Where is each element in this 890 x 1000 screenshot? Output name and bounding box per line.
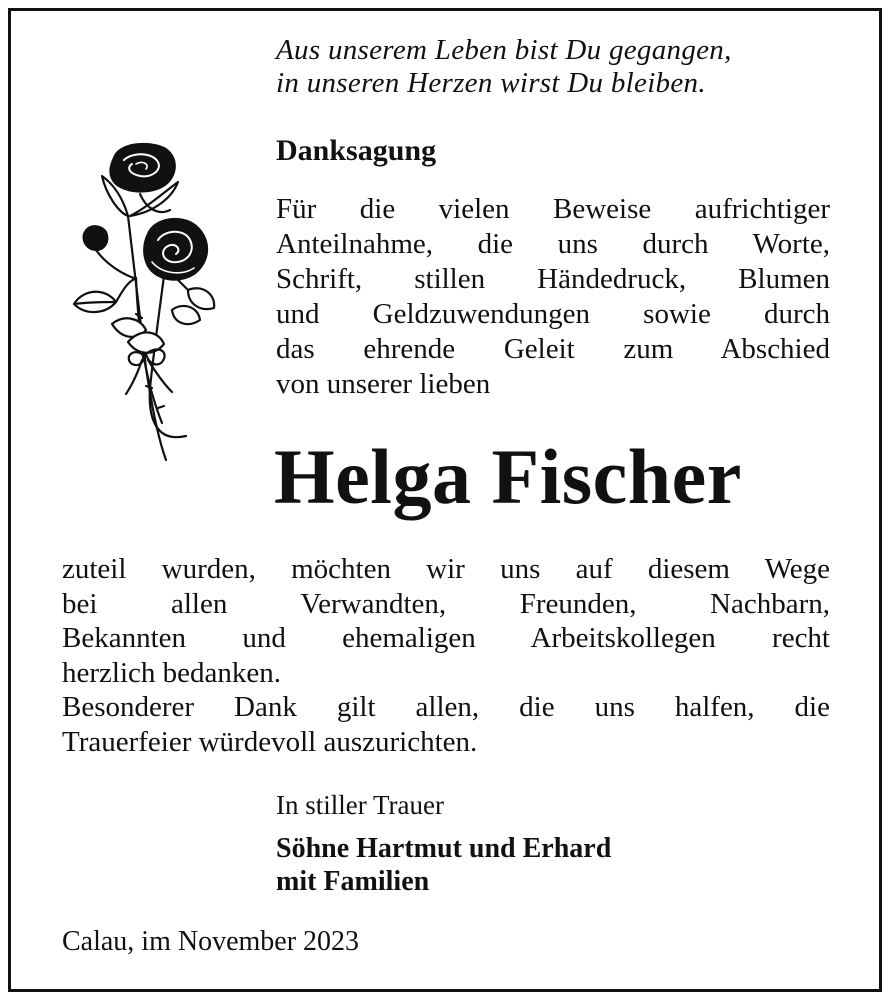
motto-line-2: in unseren Herzen wirst Du bleiben. xyxy=(276,67,706,99)
body-line: zuteil wurden, möchten wir uns auf diesem Wege xyxy=(62,553,830,585)
body-line: Trauerfeier würdevoll auszurichten. xyxy=(62,725,478,758)
intro-paragraph xyxy=(276,192,830,402)
rose-illustration-icon xyxy=(66,138,226,468)
intro-line: das ehrende Geleit zum Abschied xyxy=(276,333,830,365)
signers-line-1: Söhne Hartmut und Erhard xyxy=(276,833,612,864)
body-line: Besonderer Dank gilt allen, die uns halfen, die xyxy=(62,691,830,723)
heading: Danksagung xyxy=(276,134,437,167)
place-date: Calau, im November 2023 xyxy=(62,926,360,957)
signers-line-2: mit Familien xyxy=(276,866,430,897)
signers xyxy=(276,832,611,898)
motto xyxy=(276,34,856,100)
intro-line: und Geldzuwendungen sowie durch xyxy=(276,298,830,330)
body-line: bei allen Verwandten, Freunden, Nachbarn, xyxy=(62,587,830,620)
intro-line: Anteilnahme, die uns durch Worte, xyxy=(276,228,830,260)
deceased-name: Helga Fischer xyxy=(274,433,742,520)
motto-line-1: Aus unserem Leben bist Du gegangen, xyxy=(276,34,732,66)
intro-line: Für die vielen Beweise aufrichtiger xyxy=(276,193,830,225)
body-line: Bekannten und ehemaligen Arbeitskollegen recht xyxy=(62,622,830,654)
body-line: herzlich bedanken. xyxy=(62,656,282,689)
intro-line: Schrift, stillen Händedruck, Blumen xyxy=(276,263,830,295)
body-paragraph xyxy=(62,552,830,759)
intro-line: von unserer lieben xyxy=(276,368,491,400)
mourning-phrase: In stiller Trauer xyxy=(276,790,444,820)
